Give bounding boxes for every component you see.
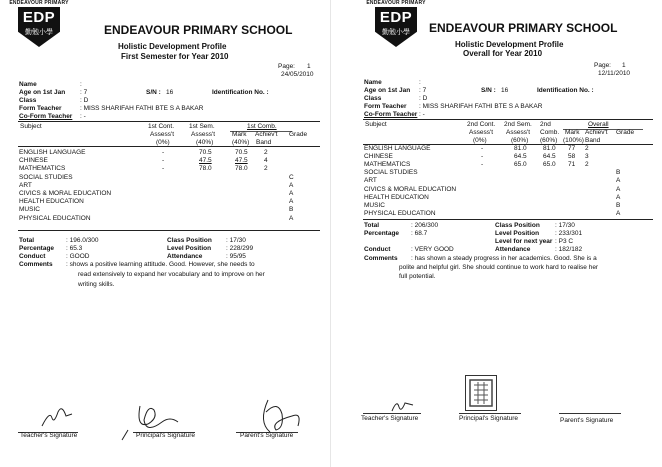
comment-line-3: full potential.	[399, 273, 436, 280]
table-header-rule	[18, 146, 320, 147]
sem-assess-cell: 81.0	[514, 145, 527, 152]
grade-cell: A	[289, 190, 294, 197]
comb-cell: 81.0	[543, 145, 556, 152]
page-label: Page:	[594, 62, 611, 69]
logo-initials: EDP	[379, 9, 413, 26]
mark-cell: 47.5	[235, 157, 248, 164]
percentage-label: Percentage	[364, 230, 400, 237]
class-position-value: : 17/30	[555, 222, 575, 229]
percentage-value: : 68.7	[411, 230, 428, 237]
col-comb-header-3: (60%)	[540, 137, 558, 144]
subject-name: CHINESE	[19, 157, 48, 164]
total-value: : 196.0/300	[66, 237, 99, 244]
level-next-year-value: : P3 C	[555, 238, 574, 245]
percentage-value: : 65.3	[66, 245, 83, 252]
col-sem-header-2: Assess't	[506, 129, 530, 136]
sn-value: 16	[501, 87, 509, 94]
co-form-teacher-label: Co-Form Teacher	[364, 111, 418, 118]
comment-line-3: writing skills.	[78, 281, 115, 288]
class-label: Class	[364, 95, 382, 102]
comment-line-1: : has shown a steady progress in her academics. Good. She is a	[411, 255, 597, 262]
subject-name: MUSIC	[364, 202, 385, 209]
teacher-sig-label: Teacher's Signature	[20, 432, 78, 439]
co-form-teacher-value: : -	[80, 113, 86, 120]
school-seal	[465, 375, 497, 411]
col-markp-header: (40%)	[232, 139, 250, 146]
cont-assess-cell: -	[481, 153, 484, 160]
class-position-value: : 17/30	[226, 237, 246, 244]
grade-cell: C	[289, 174, 294, 181]
grade-cell: A	[616, 194, 621, 201]
subject-name: CIVICS & MORAL EDUCATION	[19, 190, 112, 197]
col-sem-header-1: 2nd Sem.	[504, 121, 532, 128]
form-teacher-label: Form Teacher	[19, 105, 62, 112]
principal-sig-line	[459, 413, 521, 414]
form-teacher-value: : MISS SHARIFAH FATHI BTE S A BAKAR	[419, 103, 543, 110]
subject-name: HEALTH EDUCATION	[364, 194, 429, 201]
total-label: Total	[19, 237, 35, 244]
band-cell: 3	[585, 153, 589, 160]
sn-label: S/N :	[481, 87, 496, 94]
comment-line-1: : shows a positive learning attitude. Good. However, she needs to	[66, 261, 255, 268]
id-label: Identification No. :	[537, 87, 594, 94]
class-value: : D	[419, 95, 428, 102]
attendance-value: : 182/182	[555, 246, 583, 253]
page-number: 1	[307, 63, 311, 70]
overall-report	[331, 0, 662, 467]
subject-header: Subject	[365, 121, 387, 128]
page-number: 1	[622, 62, 626, 69]
subject-name: MATHEMATICS	[364, 161, 411, 168]
report-period: First Semester for Year 2010	[121, 52, 229, 61]
col-mark-header: Mark	[232, 131, 247, 138]
mark-cell: 58	[568, 153, 576, 160]
co-form-teacher-label: Co-Form Teacher	[19, 113, 73, 120]
subject-name: CHINESE	[364, 153, 393, 160]
attendance-label: Attendance	[495, 246, 531, 253]
subject-name: MATHEMATICS	[19, 165, 66, 172]
table-top-rule	[18, 121, 320, 122]
table-top-rule	[363, 119, 653, 120]
parent-sig-label: Parent's Signature	[560, 417, 614, 424]
band-cell: 2	[585, 145, 589, 152]
attendance-label: Attendance	[167, 253, 203, 260]
col-overall-header: Overall	[588, 121, 609, 128]
col-cont-header-1: 2nd Cont.	[467, 121, 496, 128]
grade-cell: B	[289, 206, 294, 213]
report-title: Holistic Development Profile	[118, 42, 227, 51]
cont-assess-cell: -	[162, 165, 165, 172]
col-markp-header: (100%)	[563, 137, 584, 144]
age-label: Age on 1st Jan	[19, 89, 66, 96]
teacher-sig-label: Teacher's Signature	[361, 415, 419, 422]
sn-value: 16	[166, 89, 174, 96]
table-bottom-rule	[18, 230, 320, 231]
subject-name: PHYSICAL EDUCATION	[364, 210, 436, 217]
grade-cell: A	[616, 177, 621, 184]
school-logo	[365, 0, 427, 50]
logo-chinese: 勤勉小學	[25, 29, 53, 36]
subject-name: ENGLISH LANGUAGE	[19, 149, 86, 156]
form-teacher-label: Form Teacher	[364, 103, 407, 110]
logo-top-text: ENDEAVOUR PRIMARY	[9, 0, 69, 6]
subject-name: CIVICS & MORAL EDUCATION	[364, 186, 457, 193]
col-grade-header: Grade	[289, 131, 308, 138]
subject-name: MUSIC	[19, 206, 40, 213]
col-cont-header-3: (0%)	[156, 139, 170, 146]
comments-label: Comments	[364, 255, 398, 262]
level-next-year-label: Level for next year	[495, 238, 553, 245]
comment-line-2: polite and helpful girl. She should continue to work hard to realise her	[399, 264, 599, 271]
first-semester-report	[0, 0, 330, 467]
page-label: Page:	[278, 63, 295, 70]
col-comb-header-2: Comb.	[540, 129, 560, 136]
parent-sig-line	[559, 413, 621, 414]
teacher-signature	[38, 400, 78, 430]
col-comb-header: 1st Comb.	[247, 123, 277, 130]
col-cont-header-2: Assess't	[150, 131, 174, 138]
total-label: Total	[364, 222, 380, 229]
band-cell: 2	[264, 165, 268, 172]
grade-cell: A	[616, 210, 621, 217]
principal-sig-label: Principal's Signature	[459, 415, 519, 422]
grade-cell: A	[616, 186, 621, 193]
col-cont-header-2: Assess't	[469, 129, 493, 136]
percentage-label: Percentage	[19, 245, 55, 252]
sn-label: S/N :	[146, 89, 161, 96]
logo-initials: EDP	[22, 9, 56, 26]
logo-chinese: 勤勉小學	[382, 29, 410, 36]
grade-cell: B	[616, 169, 621, 176]
level-position-label: Level Position	[167, 245, 212, 252]
subject-name: SOCIAL STUDIES	[19, 174, 73, 181]
level-position-label: Level Position	[495, 230, 540, 237]
grade-cell: A	[289, 215, 294, 222]
col-cont-header-1: 1st Cont.	[148, 123, 175, 130]
name-label: Name	[364, 79, 382, 86]
conduct-value: : GOOD	[66, 253, 90, 260]
subject-name: ART	[364, 177, 377, 184]
conduct-label: Conduct	[19, 253, 46, 260]
grade-cell: A	[289, 198, 294, 205]
conduct-label: Conduct	[364, 246, 391, 253]
report-title: Holistic Development Profile	[455, 40, 564, 49]
mark-cell: 78.0	[235, 165, 248, 172]
level-position-value: : 233/301	[555, 230, 583, 237]
class-position-label: Class Position	[495, 222, 540, 229]
col-sem-header-3: (40%)	[196, 139, 214, 146]
subject-header: Subject	[20, 123, 42, 130]
cont-assess-cell: -	[481, 145, 484, 152]
subject-name: HEALTH EDUCATION	[19, 198, 84, 205]
band-cell: 2	[585, 161, 589, 168]
mark-cell: 77	[568, 145, 576, 152]
name-value: :	[419, 79, 421, 86]
seal-pattern-icon	[466, 376, 496, 410]
principal-sig-label: Principal's Signature	[136, 432, 196, 439]
comb-cell: 65.0	[543, 161, 556, 168]
subject-name: PHYSICAL EDUCATION	[19, 215, 91, 222]
sem-assess-cell: 64.5	[514, 153, 527, 160]
class-label: Class	[19, 97, 37, 104]
band-cell: 2	[264, 149, 268, 156]
cont-assess-cell: -	[481, 161, 484, 168]
sem-assess-cell: 47.5	[199, 157, 212, 164]
form-teacher-value: : MISS SHARIFAH FATHI BTE S A BAKAR	[80, 105, 204, 112]
cont-assess-cell: -	[162, 157, 165, 164]
comment-line-2: read extensively to expand her vocabulary and to improve on her	[78, 271, 265, 278]
conduct-value: : VERY GOOD	[411, 246, 454, 253]
school-name: ENDEAVOUR PRIMARY SCHOOL	[104, 23, 293, 37]
attendance-value: : 95/95	[226, 253, 246, 260]
age-value: : 7	[80, 89, 88, 96]
level-position-value: : 228/299	[226, 245, 254, 252]
subject-name: ENGLISH LANGUAGE	[364, 145, 431, 152]
sem-assess-cell: 78.0	[199, 165, 212, 172]
name-label: Name	[19, 81, 37, 88]
mark-cell: 70.5	[235, 149, 248, 156]
teacher-sig-line	[363, 413, 421, 414]
band-cell: 4	[264, 157, 268, 164]
class-value: : D	[80, 97, 89, 104]
table-bottom-rule	[363, 219, 653, 220]
total-value: : 206/300	[411, 222, 439, 229]
subject-name: ART	[19, 182, 32, 189]
col-comb-header-1: 2nd	[540, 121, 551, 128]
subject-name: SOCIAL STUDIES	[364, 169, 418, 176]
school-logo	[8, 0, 70, 50]
id-label: Identification No. :	[212, 89, 269, 96]
grade-cell: B	[616, 202, 621, 209]
teacher-signature	[389, 393, 419, 415]
parent-sig-label: Parent's Signature	[240, 432, 294, 439]
report-date: 12/11/2010	[598, 70, 631, 77]
co-form-teacher-value: : -	[419, 111, 425, 118]
mark-cell: 71	[568, 161, 576, 168]
col-band-header: Band	[256, 139, 272, 146]
age-label: Age on 1st Jan	[364, 87, 411, 94]
col-achv-header: Achiev't	[585, 129, 608, 136]
col-band-header: Band	[585, 137, 601, 144]
col-cont-header-3: (0%)	[473, 137, 487, 144]
cont-assess-cell: -	[162, 149, 165, 156]
school-name: ENDEAVOUR PRIMARY SCHOOL	[429, 21, 618, 35]
col-sem-header-3: (60%)	[511, 137, 529, 144]
col-sem-header-1: 1st Sem.	[189, 123, 215, 130]
grade-cell: A	[289, 182, 294, 189]
age-value: : 7	[419, 87, 427, 94]
sem-assess-cell: 70.5	[199, 149, 212, 156]
col-grade-header: Grade	[616, 129, 635, 136]
class-position-label: Class Position	[167, 237, 212, 244]
comb-cell: 64.5	[543, 153, 556, 160]
col-achv-header: Achiev't	[255, 131, 278, 138]
col-mark-header: Mark	[565, 129, 580, 136]
report-period: Overall for Year 2010	[463, 49, 543, 58]
report-date: 24/05/2010	[281, 71, 314, 78]
col-sem-header-2: Assess't	[191, 131, 215, 138]
logo-top-text: ENDEAVOUR PRIMARY	[366, 0, 426, 6]
comments-label: Comments	[19, 261, 53, 268]
name-value: :	[80, 81, 82, 88]
sem-assess-cell: 65.0	[514, 161, 527, 168]
